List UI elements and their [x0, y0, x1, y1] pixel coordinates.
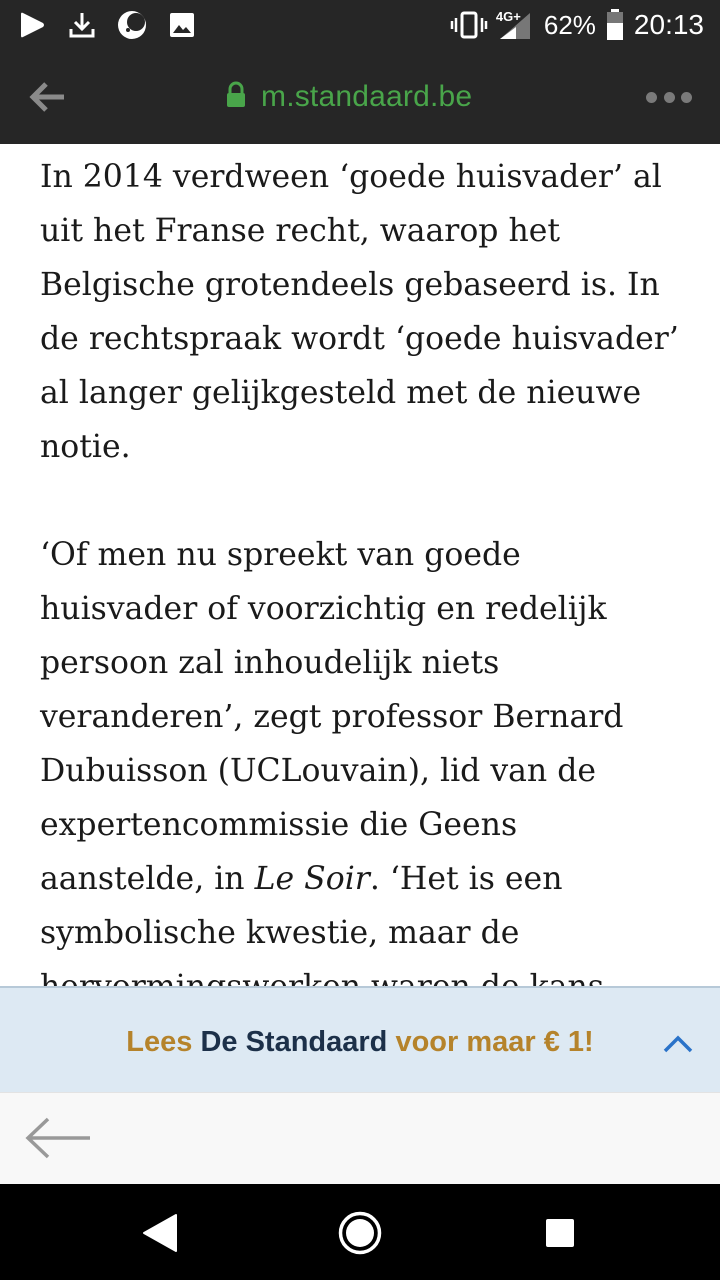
promo-text [0, 1026, 720, 1059]
address-bar[interactable] [225, 50, 472, 144]
clock: 20:13 [633, 9, 704, 40]
promo-text-part: Lees [126, 1026, 201, 1058]
browser-toolbar [0, 50, 720, 144]
article-paragraph: In 2014 verdween ‘goede huisvader’ al uit het Franse recht, waarop het Belgische grotendeels gebaseerd is. In de rechtspraak wordt ‘goede huisvader’ al langer gelijkgesteld met de nieuwe notie. [40, 159, 679, 465]
url-text: m.standaard.be [261, 80, 473, 113]
subscription-banner[interactable] [0, 986, 720, 1092]
nav-home-icon[interactable] [337, 1210, 383, 1256]
lock-icon [225, 82, 247, 113]
dot [664, 92, 675, 103]
dot [646, 92, 657, 103]
back-arrow-icon[interactable] [24, 1115, 92, 1161]
signal-icon [495, 5, 534, 45]
battery-percent: 62% [543, 9, 596, 40]
more-options-icon[interactable] [646, 85, 692, 109]
paragraph-text: . ‘Het is een symbolische kwestie, maar de [40, 861, 563, 951]
back-arrow-icon[interactable] [28, 80, 68, 114]
dot [681, 92, 692, 103]
vibrate-icon [450, 10, 488, 40]
chevron-up-icon[interactable] [662, 1032, 694, 1054]
download-icon [66, 9, 98, 41]
app-icon [16, 9, 48, 41]
night-mode-icon [116, 9, 148, 41]
publication-name: Le Soir [254, 861, 370, 897]
article-paragraph [0, 528, 720, 1014]
nav-recents-icon[interactable] [537, 1210, 583, 1256]
page-back-bar [0, 1092, 720, 1184]
network-type: 4G+ [495, 9, 521, 24]
status-right [450, 0, 704, 50]
paragraph-text: ‘Of men nu spreekt van goede huisvader of voorzichtig en redelijk persoon zal inhoudelijk niets veranderen’, zegt professor Bernard Dubuisson (UCLouvain), lid van de expertencommissie die Geens aanstelde, in [40, 537, 624, 897]
status-bar [0, 0, 720, 50]
battery-icon [606, 9, 624, 41]
system-navigation-bar [0, 1184, 720, 1280]
nav-back-icon[interactable] [137, 1210, 183, 1256]
image-icon [166, 9, 198, 41]
promo-text-part: voor maar € 1! [387, 1026, 594, 1058]
brand-name: De Standaard [200, 1026, 388, 1058]
status-left-icons [16, 9, 198, 41]
article-content [0, 144, 720, 986]
